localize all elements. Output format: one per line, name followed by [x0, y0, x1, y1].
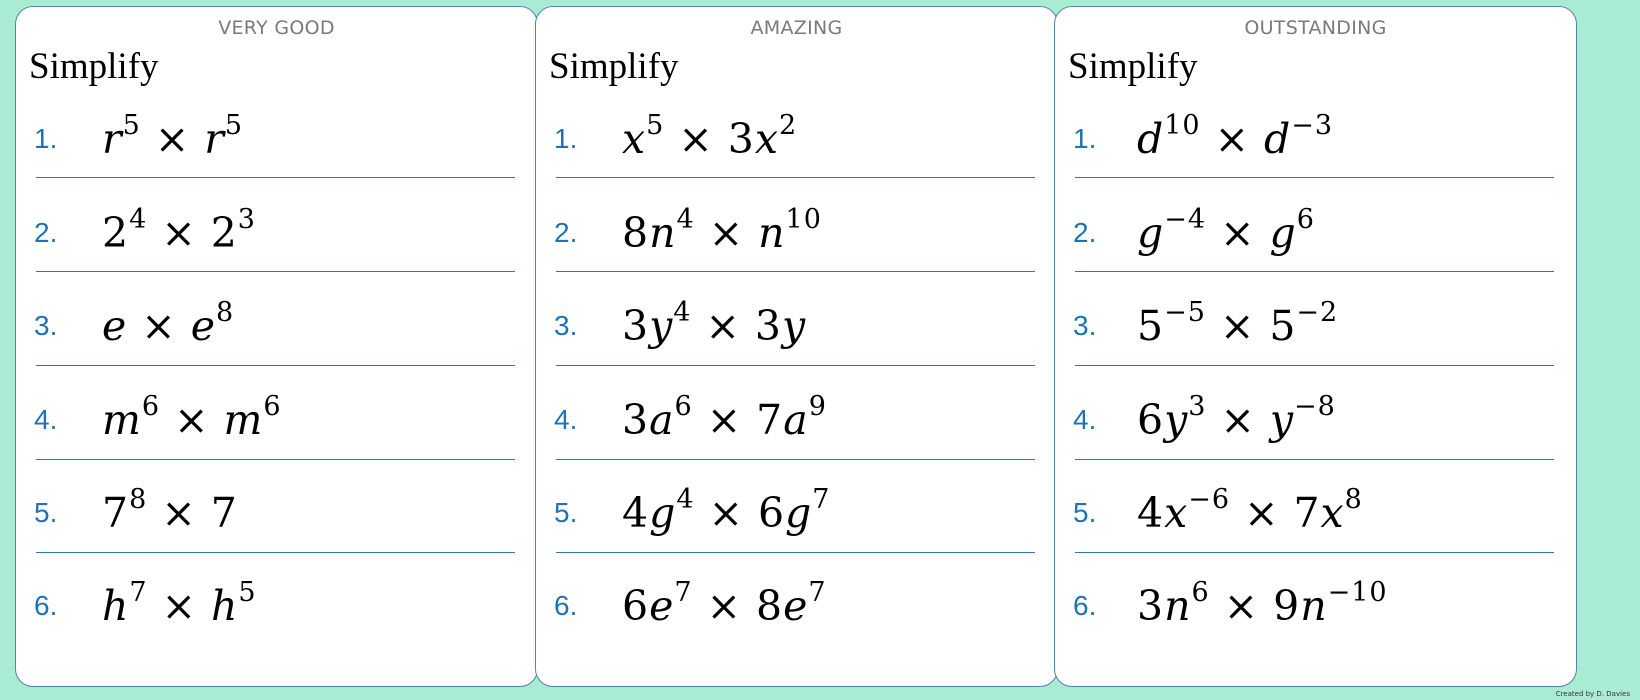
card-heading: Simplify [1068, 46, 1198, 87]
question-expression: $4g^4 \times 6g^7$ [622, 484, 831, 537]
divider-line [36, 271, 515, 272]
question-expression: $e \times e^8$ [102, 297, 235, 350]
divider-line [556, 365, 1035, 366]
question-expression: $d^{10} \times d^{-3}$ [1137, 110, 1334, 163]
question-number: 6. [34, 590, 58, 621]
question-number: 3. [554, 310, 578, 341]
divider-line [556, 552, 1035, 553]
question-expression: $h^7 \times h^5$ [102, 577, 257, 630]
question-row [16, 297, 537, 351]
question-row [16, 204, 537, 258]
question-number: 2. [554, 217, 578, 248]
question-number: 3. [34, 310, 58, 341]
divider-line [556, 459, 1035, 460]
question-number: 1. [34, 123, 58, 154]
card-heading: Simplify [29, 46, 159, 87]
question-number: 1. [554, 123, 578, 154]
divider-line [1075, 459, 1554, 460]
question-number: 3. [1073, 310, 1097, 341]
question-number: 4. [34, 404, 58, 435]
card-title: AMAZING [750, 17, 843, 39]
divider-line [556, 271, 1035, 272]
question-row [1055, 110, 1576, 164]
question-expression: $5^{-5} \times 5^{-2}$ [1137, 297, 1339, 350]
question-row [16, 484, 537, 538]
question-row [536, 391, 1057, 445]
question-row [16, 110, 537, 164]
divider-line [36, 459, 515, 460]
card-title: VERY GOOD [218, 17, 335, 39]
divider-line [1075, 552, 1554, 553]
question-row [536, 484, 1057, 538]
question-number: 1. [1073, 123, 1097, 154]
question-expression: $3n^6 \times 9n^{-10}$ [1137, 577, 1388, 630]
question-row [536, 297, 1057, 351]
question-number: 6. [1073, 590, 1097, 621]
question-row [1055, 577, 1576, 631]
question-row [1055, 297, 1576, 351]
question-number: 5. [1073, 497, 1097, 528]
question-expression: $4x^{-6} \times 7x^8$ [1137, 484, 1363, 537]
question-row [1055, 204, 1576, 258]
question-number: 4. [1073, 404, 1097, 435]
divider-line [36, 177, 515, 178]
divider-line [1075, 271, 1554, 272]
question-row [536, 110, 1057, 164]
question-number: 6. [554, 590, 578, 621]
question-number: 5. [34, 497, 58, 528]
question-expression: $r^5 \times r^5$ [102, 110, 244, 163]
question-expression: $3a^6 \times 7a^9$ [622, 391, 827, 444]
card-title: OUTSTANDING [1244, 17, 1387, 39]
question-number: 2. [34, 217, 58, 248]
question-expression: $6y^3 \times y^{-8}$ [1137, 391, 1336, 444]
question-row [536, 577, 1057, 631]
question-expression: $g^{-4} \times g^6$ [1137, 204, 1315, 257]
question-row [536, 204, 1057, 258]
divider-line [1075, 365, 1554, 366]
question-row [16, 391, 537, 445]
question-number: 4. [554, 404, 578, 435]
question-expression: $m^6 \times m^6$ [102, 391, 282, 444]
worksheet-card-outstanding [1054, 6, 1577, 687]
divider-line [1075, 177, 1554, 178]
question-expression: $2^4 \times 2^3$ [102, 204, 256, 257]
question-expression: $3y^4 \times 3y$ [622, 297, 807, 350]
question-expression: $x^5 \times 3x^2$ [622, 110, 798, 163]
question-number: 2. [1073, 217, 1097, 248]
divider-line [36, 365, 515, 366]
divider-line [556, 177, 1035, 178]
question-expression: $7^8 \times 7$ [102, 484, 238, 537]
divider-line [36, 552, 515, 553]
question-row [16, 577, 537, 631]
question-row [1055, 391, 1576, 445]
question-expression: $6e^7 \times 8e^7$ [622, 577, 827, 630]
worksheet-card-very-good [15, 6, 538, 687]
worksheet-card-amazing [535, 6, 1058, 687]
card-heading: Simplify [549, 46, 679, 87]
credit-text: Created by D. Davies [1555, 690, 1630, 698]
question-number: 5. [554, 497, 578, 528]
question-row [1055, 484, 1576, 538]
question-expression: $8n^4 \times n^{10}$ [622, 204, 822, 257]
